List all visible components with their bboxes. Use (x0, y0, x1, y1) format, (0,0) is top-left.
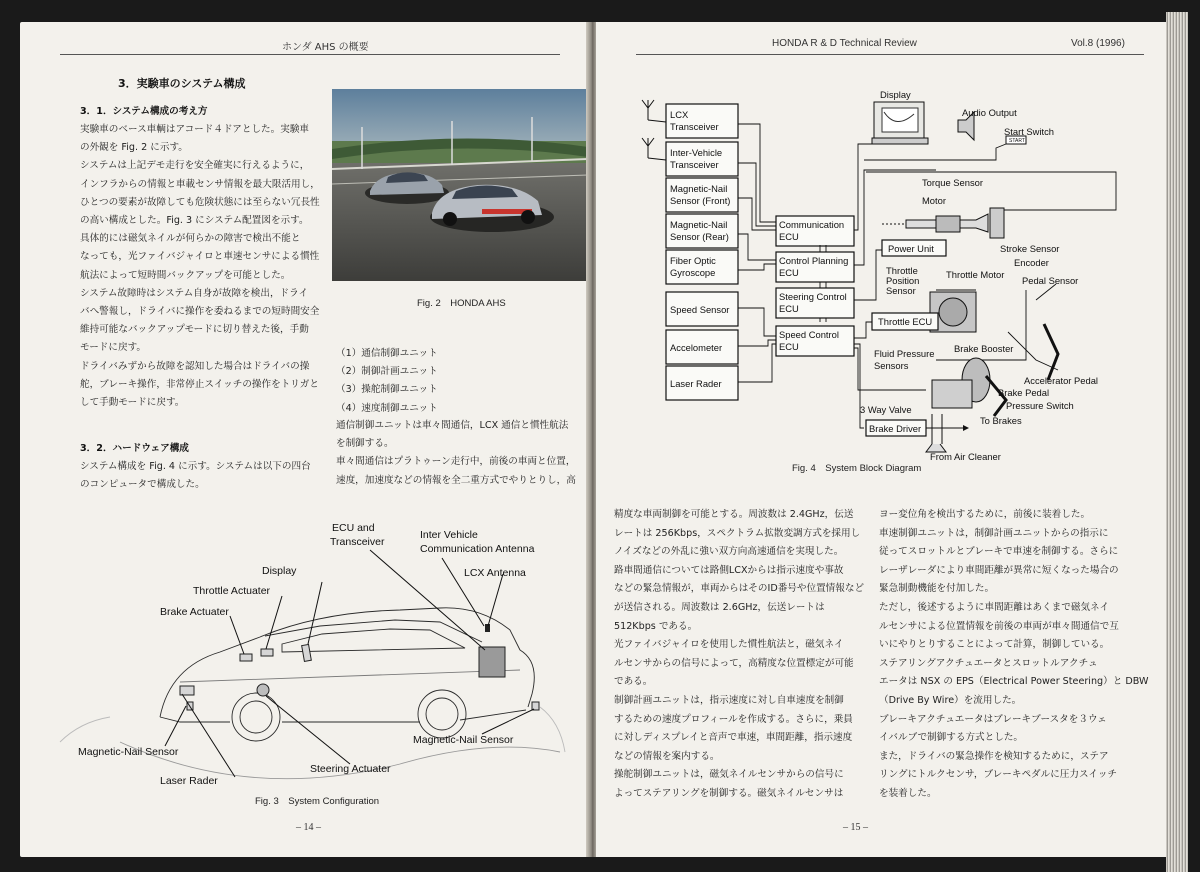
text-line: に対しディスプレイと音声で車速，車間距離，指示速度 (614, 732, 853, 744)
fig4-display: Display (880, 89, 911, 100)
text-line: ブレーキアクチュエータはブレーキブースタを３ウェ (879, 713, 1107, 725)
fig4-sensor-label: Fiber Optic (670, 255, 716, 266)
fig3-label-ecu-transceiver-1: ECU and (332, 522, 375, 534)
text-line: ヨー変位角を検出するために，前後に装着した。 (879, 509, 1091, 520)
fig2-caption: Fig. 2 HONDA AHS (417, 298, 506, 309)
text-line: のコンピュータで構成した。 (80, 479, 205, 491)
text-line: （Drive By Wire）を流用した。 (879, 695, 1022, 706)
fig4-audio-output: Audio Output (962, 107, 1017, 118)
text-line: モードに戻す。 (80, 342, 147, 354)
left-page (20, 22, 588, 857)
fig3-label-inter-vehicle-2: Communication Antenna (420, 543, 535, 555)
fig3-label-ecu-transceiver-2: Transceiver (330, 536, 385, 548)
fig3-label-inter-vehicle-1: Inter Vehicle (420, 529, 478, 541)
text-line: ただし，後述するように車間距離はあくまで磁気ネイ (879, 602, 1110, 613)
right-header-rule (636, 54, 1144, 55)
right-header-title: HONDA R & D Technical Review (772, 38, 917, 49)
text-line: 速度，加速度などの情報を全二重方式でやりとりし，高 (336, 474, 576, 486)
text-line: いにやりとりすることによって計算，制御している。 (879, 639, 1110, 651)
fig4-three-way-valve: 3 Way Valve (860, 404, 912, 415)
text-line: （4）速度制御ユニット (336, 402, 438, 414)
right-header-volume: Vol.8 (1996) (1071, 38, 1125, 49)
fig3-label-lcx-antenna: LCX Antenna (464, 567, 526, 579)
fig4-sensor-label: Speed Sensor (670, 304, 730, 315)
fig4-tps-2: Position (886, 275, 920, 286)
text-line: して手動モードに戻す。 (80, 397, 185, 408)
text-line: 操舵制御ユニットは，磁気ネイルセンサからの信号に (614, 769, 844, 781)
fig4-sensor-label: Laser Rader (670, 378, 722, 389)
fig4-brake-driver: Brake Driver (869, 423, 922, 434)
text-line: 具体的には磁気ネイルが何らかの障害で検出不能と (80, 233, 301, 245)
fig4-sensor-label: Inter-Vehicle (670, 147, 723, 158)
text-line: リングにトルクセンサ，ブレーキペダルに圧力スイッチ (879, 769, 1118, 781)
fig4-torque-sensor: Torque Sensor (922, 177, 983, 188)
text-line: 維持可能なバックアップモードに切り替えた後，手動 (80, 324, 309, 336)
text-line: ステアリングアクチュエータとスロットルアクチュ (879, 657, 1098, 669)
text-line: よってステアリングを制御する。磁気ネイルセンサは (614, 788, 844, 799)
text-line: ドライバみずから故障を認知した場合はドライバの操 (80, 360, 310, 372)
fig4-stroke-sensor: Stroke Sensor (1000, 243, 1060, 254)
text-line: などの緊急情報が，車両からはそのID番号や位置情報など (614, 583, 865, 595)
text-line: （1）通信制御ユニット (336, 348, 438, 359)
text-line: 路車間通信については路側LCXからは指示速度や事故 (614, 564, 844, 576)
text-line: ルセンサによる位置情報を前後の車両が車々間通信で互 (879, 620, 1119, 632)
fig4-power-unit: Power Unit (888, 243, 934, 254)
left-header-title: ホンダ AHS の概要 (282, 42, 369, 53)
text-line: 航法によって短時間バックアップを可能とした。 (80, 269, 291, 281)
fig4-to-brakes: To Brakes (980, 415, 1022, 426)
text-line: などの情報を案内する。 (614, 750, 720, 762)
text-line: （2）制御計画ユニット (336, 366, 438, 378)
text-line: バへ警報し，ドライバに操作を委ねるまでの短時間安全 (80, 306, 320, 317)
fig4-sensor-label: Sensor (Front) (670, 195, 731, 206)
text-line: レーザレーダにより車間距離が異常に短くなった場合の (879, 564, 1119, 576)
fig3-label-throttle-actuater: Throttle Actuater (193, 585, 271, 597)
text-line: また，ドライバの緊急操作を検知するために，ステア (879, 750, 1109, 762)
text-line: の高い構成とした。Fig. 3 にシステム配置図を示す。 (80, 215, 309, 226)
fig4-sensor-label: Magnetic-Nail (670, 183, 728, 194)
fig4-ecu-label: Communication (779, 219, 845, 230)
fig4-motor: Motor (922, 195, 946, 206)
text-line: である。 (614, 676, 653, 688)
fig4-throttle-motor: Throttle Motor (946, 269, 1005, 280)
fig3-label-steering-actuater: Steering Actuater (310, 763, 391, 775)
text-line: 制御計画ユニットは，指示速度に対し自車速度を制御 (614, 695, 844, 706)
text-line: レートは 256Kbps，スペクトラム拡散変調方式を採用し (614, 527, 861, 539)
fig3-label-laser-rader: Laser Rader (160, 775, 218, 787)
text-line: システムは上記デモ走行を安全確実に行えるように， (80, 160, 310, 172)
fig4-tps-1: Throttle (886, 265, 918, 276)
fig3-label-brake-actuater: Brake Actuater (160, 606, 229, 618)
text-line: の外観を Fig. 2 に示す。 (80, 142, 188, 154)
text-line: 車々間通信はプラトゥーン走行中，前後の車両と位置， (336, 456, 576, 468)
fig4-ecu-label: Speed Control (779, 329, 839, 340)
fig4-from-air-cleaner: From Air Cleaner (930, 451, 1001, 462)
fig3-system-configuration (20, 502, 588, 842)
fig4-tps-3: Sensor (886, 285, 916, 296)
fig4-sensor-label: Magnetic-Nail (670, 219, 728, 230)
text-line: 緊急制動機能を付加した。 (879, 583, 995, 595)
text-line: を装着した。 (879, 788, 937, 799)
subsection-1-heading: 3．1．システム構成の考え方 (80, 106, 208, 117)
fig4-brake-booster: Brake Booster (954, 343, 1014, 354)
left-header-rule (60, 54, 560, 55)
fig4-pedal-sensor: Pedal Sensor (1022, 275, 1079, 286)
text-line: ルセンサからの信号によって，高精度な位置標定が可能 (614, 657, 854, 669)
fig4-start-tag: START (1009, 138, 1025, 144)
fig4-accelerator-pedal: Accelerator Pedal (1024, 375, 1098, 386)
fig3-label-mn-sensor-right: Magnetic-Nail Sensor (413, 734, 514, 746)
fig4-ecu-label: ECU (779, 341, 799, 352)
fig4-sensor-label: Sensor (Rear) (670, 231, 729, 242)
text-line: 512Kbps である。 (614, 620, 698, 632)
text-line: 舵，ブレーキ操作，非常停止スイッチの操作をトリガと (80, 378, 319, 390)
fig4-ecu-label: ECU (779, 231, 799, 242)
fig3-caption: Fig. 3 System Configuration (255, 796, 380, 807)
text-line: 通信制御ユニットは車々間通信，LCX 通信と慣性航法 (336, 420, 569, 431)
fig2-photo (332, 89, 588, 281)
fig4-encoder: Encoder (1014, 257, 1049, 268)
fig4-sensor-label: Accelometer (670, 342, 723, 353)
fig4-brake-pedal: Brake Pedal (998, 387, 1050, 398)
text-line: イバルブで制御する方式とした。 (879, 732, 1024, 744)
fig3-label-display: Display (262, 565, 297, 577)
right-page-number: – 15 – (843, 822, 868, 833)
text-line: （3）操舵制御ユニット (336, 384, 438, 396)
text-line: を制御する。 (336, 438, 394, 450)
section-heading: 3．実験車のシステム構成 (118, 77, 246, 90)
text-line: なっても，光ファイバジャイロと車速センサによる慣性 (80, 251, 320, 263)
fig4-ecu-label: ECU (779, 267, 799, 278)
fig4-start-switch: Start Switch (1004, 126, 1055, 137)
text-line: 精度な車両制御を可能とする。周波数は 2.4GHz，伝送 (614, 509, 854, 520)
text-line: システム構成を Fig. 4 に示す。システムは以下の四台 (80, 461, 311, 472)
text-line: 車速制御ユニットは，制御計画ユニットからの指示に (879, 527, 1109, 539)
right-page (596, 22, 1166, 857)
fig4-sensor-label: Transceiver (670, 159, 719, 170)
fig4-caption: Fig. 4 System Block Diagram (792, 463, 922, 474)
subsection-2-heading: 3．2．ハードウェア構成 (80, 443, 189, 454)
text-line: が送信される。周波数は 2.6GHz，伝送レートは (614, 602, 825, 613)
fig4-fluid-pressure-2: Sensors (874, 360, 909, 371)
text-line: 実験車のベース車輌はアコード４ドアとした。実験車 (80, 124, 310, 135)
fig3-label-mn-sensor-left: Magnetic-Nail Sensor (78, 746, 179, 758)
fig4-system-block-diagram (596, 60, 1166, 480)
text-line: インフラからの情報と車載センサ情報を最大限活用し， (80, 178, 320, 190)
text-line: システム故障時はシステム自身が故障を検出，ドライ (80, 287, 309, 299)
fig4-fluid-pressure-1: Fluid Pressure (874, 348, 935, 359)
left-page-number: – 14 – (296, 822, 321, 833)
text-line: エータは NSX の EPS（Electrical Power Steering）と DBW (879, 676, 1149, 688)
text-line: 光ファイバジャイロを使用した慣性航法と，磁気ネイ (614, 639, 844, 651)
text-line: するための速度プロフィールを作成する。さらに，乗員 (614, 713, 853, 725)
fig4-ecu-label: ECU (779, 303, 799, 314)
page-block-edge (1166, 12, 1188, 872)
fig4-ecu-label: Control Planning (779, 255, 849, 266)
text-line: ひとつの要素が故障しても危険状態には至らない冗長性 (80, 196, 320, 208)
fig4-sensor-label: Gyroscope (670, 267, 716, 278)
text-line: 従ってスロットルとブレーキで車速を制御する。さらに (879, 546, 1119, 558)
fig4-pressure-switch: Pressure Switch (1006, 400, 1074, 411)
fig4-sensor-label: Transceiver (670, 121, 719, 132)
text-line: ノイズなどの外乱に強い双方向高速通信を実現した。 (614, 546, 844, 558)
fig4-sensor-label: LCX (670, 109, 689, 120)
fig4-throttle-ecu: Throttle ECU (878, 316, 933, 327)
fig4-ecu-label: Steering Control (779, 291, 847, 302)
